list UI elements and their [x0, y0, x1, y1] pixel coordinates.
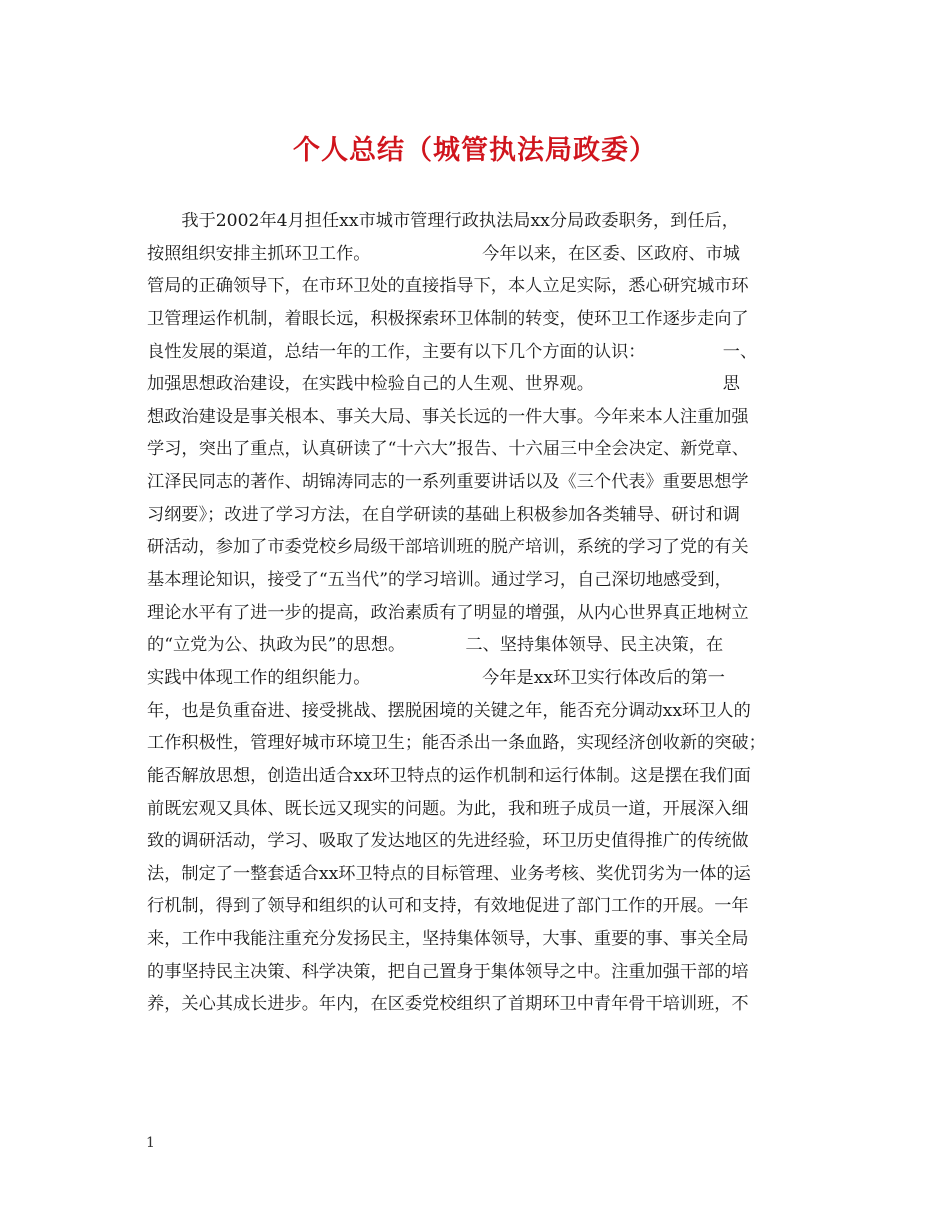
page-number: 1 — [146, 1135, 155, 1151]
body-line: 习纲要》；改进了学习方法，在自学研读的基础上积极参加各类辅导、研讨和调 — [147, 504, 740, 525]
body-line: 学习，突出了重点，认真研读了“十六大”报告、十六届三中全会决定、新党章、 — [147, 439, 749, 460]
body-line: 行机制，得到了领导和组织的认可和支持，有效地促进了部门工作的开展。一年 — [147, 896, 749, 917]
body-line: 法，制定了一整套适合xx环卫特点的目标管理、业务考核、奖优罚劣为一体的运 — [147, 863, 751, 884]
body-line: 良性发展的渠道，总结一年的工作，主要有以下几个方面的认识： 一、 — [147, 341, 758, 362]
body-line: 江泽民同志的著作、胡锦涛同志的一系列重要讲话以及《三个代表》重要思想学 — [147, 472, 749, 493]
body-line: 的“立党为公、执政为民”的思想。 二、坚持集体领导、民主决策，在 — [147, 635, 724, 656]
body-line: 想政治建设是事关根本、事关大局、事关长远的一件大事。今年来本人注重加强 — [147, 406, 749, 427]
body-line: 加强思想政治建设，在实践中检验自己的人生观、世界观。 思 — [147, 374, 740, 395]
body-line: 来，工作中我能注重充分发扬民主，坚持集体领导，大事、重要的事、事关全局 — [147, 929, 749, 950]
document-body — [147, 205, 817, 1021]
body-line: 的事坚持民主决策、科学决策，把自己置身于集体领导之中。注重加强干部的培 — [147, 961, 749, 982]
body-line: 基本理论知识，接受了“五当代”的学习培训。通过学习，自己深切地感受到， — [147, 570, 732, 591]
body-line: 致的调研活动，学习、吸取了发达地区的先进经验，环卫历史值得推广的传统做 — [147, 831, 749, 852]
body-line: 实践中体现工作的组织能力。 今年是xx环卫实行体改后的第一 — [147, 667, 725, 688]
body-line: 研活动，参加了市委党校乡局级干部培训班的脱产培训，系统的学习了党的有关 — [147, 537, 749, 558]
body-line: 养，关心其成长进步。年内，在区委党校组织了首期环卫中青年骨干培训班，不 — [147, 994, 749, 1015]
body-line: 按照组织安排主抓环卫工作。 今年以来，在区委、区政府、市城 — [147, 243, 740, 264]
body-line: 管局的正确领导下，在市环卫处的直接指导下，本人立足实际，悉心研究城市环 — [147, 276, 749, 297]
body-line: 前既宏观又具体、既长远又现实的问题。为此，我和班子成员一道，开展深入细 — [147, 798, 749, 819]
body-line: 工作积极性，管理好城市环境卫生；能否杀出一条血路，实现经济创收新的突破； — [147, 733, 766, 754]
body-line: 我于2002年4月担任xx市城市管理行政执法局xx分局政委职务，到任后， — [147, 211, 739, 231]
body-line: 理论水平有了进一步的提高，政治素质有了明显的增强，从内心世界真正地树立 — [147, 602, 749, 623]
document-title: 个人总结（城管执法局政委） — [293, 135, 657, 166]
body-line: 卫管理运作机制，着眼长远，积极探索环卫体制的转变，使环卫工作逐步走向了 — [147, 308, 749, 329]
body-line: 年，也是负重奋进、接受挑战、摆脱困境的关键之年，能否充分调动xx环卫人的 — [147, 700, 751, 721]
body-line: 能否解放思想，创造出适合xx环卫特点的运作机制和运行体制。这是摆在我们面 — [147, 765, 751, 786]
